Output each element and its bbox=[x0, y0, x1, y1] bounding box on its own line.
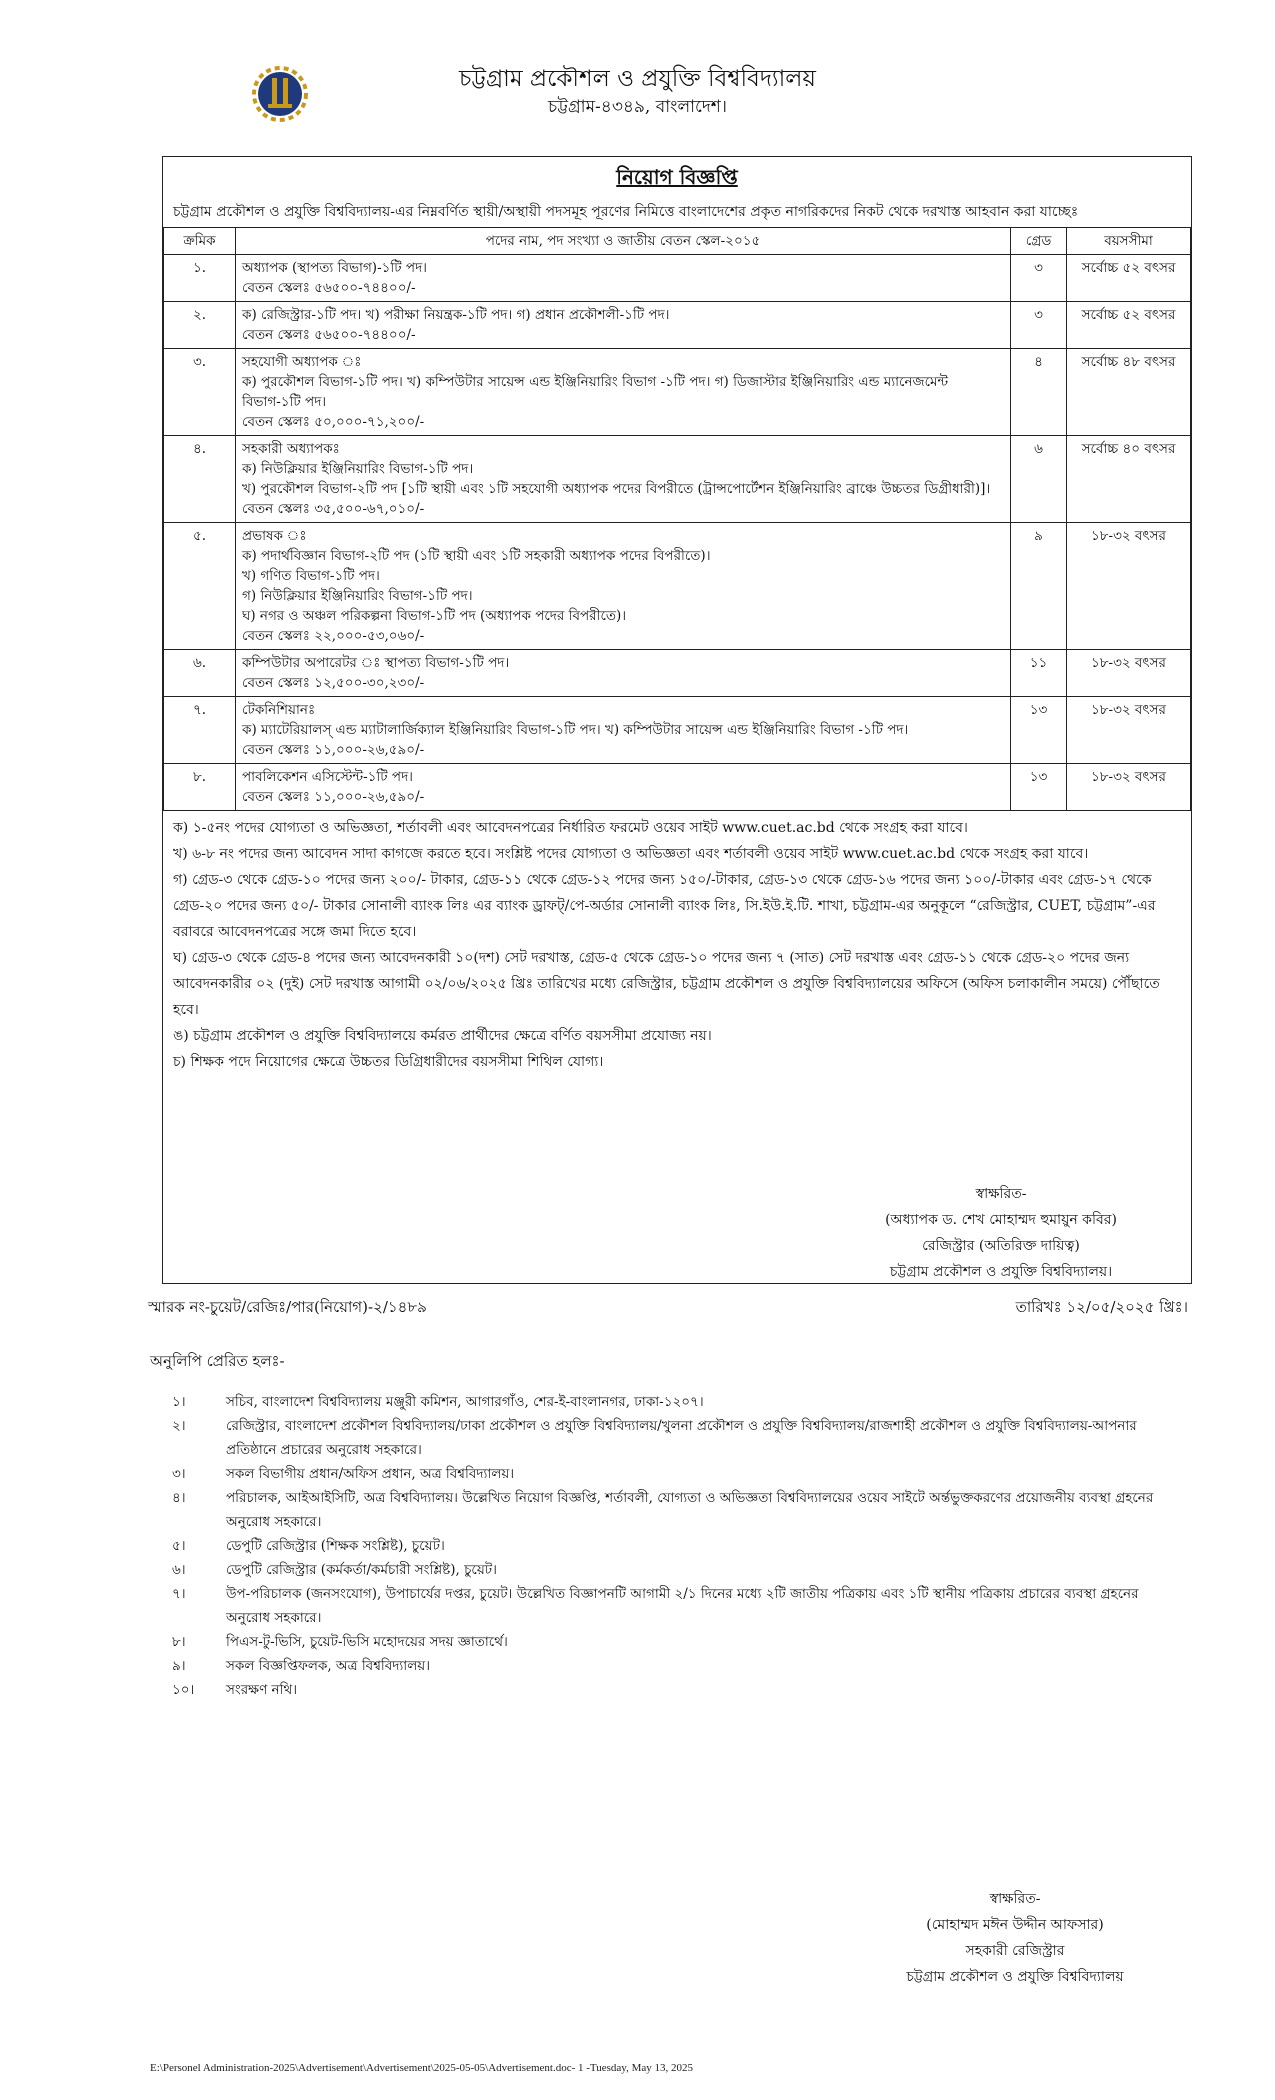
list-item bbox=[150, 1390, 1180, 1414]
row-grade: ৪ bbox=[1011, 349, 1067, 436]
list-item-text: ডেপুটি রেজিস্ট্রার (কর্মকর্তা/কর্মচারী সংশ্লিষ্ট), চুয়েট। bbox=[226, 1562, 497, 1578]
list-item bbox=[150, 1534, 1180, 1558]
note-item: ঙ) চট্টগ্রাম প্রকৌশল ও প্রযুক্তি বিশ্ববিদ্যালয়ে কর্মরত প্রার্থীদের ক্ষেত্রে বর্ণিত বয়সসীমা প্রযোজ্য নয়। bbox=[173, 1028, 712, 1044]
list-item-text: সকল বিজ্ঞপ্তিফলক, অত্র বিশ্ববিদ্যালয়। bbox=[226, 1658, 431, 1674]
row-grade: ৩ bbox=[1011, 255, 1067, 302]
list-item-number: ৯। bbox=[172, 1658, 186, 1674]
row-serial: ৪. bbox=[164, 436, 236, 523]
list-item-number: ৭। bbox=[172, 1586, 186, 1602]
row-serial: ৭. bbox=[164, 697, 236, 764]
list-item bbox=[150, 1630, 1180, 1654]
table-row bbox=[164, 764, 1191, 811]
list-item bbox=[150, 1678, 1180, 1702]
list-item-text: পরিচালক, আইআইসিটি, অত্র বিশ্ববিদ্যালয়। উল্লেখিত নিয়োগ বিজ্ঞপ্তি, শর্তাবলী, যোগ্যতা ও অভিজ্ঞতা বিশ্ববিদ্যালয়ের ওয়েব সাইটে অর্ন্তভুক্তকরণের প্রয়োজনীয় ব্যবস্থা গ্রহনের অনুরোধ সহকারে। bbox=[226, 1490, 1154, 1530]
table-row bbox=[164, 523, 1191, 650]
list-item-text: রেজিস্ট্রার, বাংলাদেশ প্রকৌশল বিশ্ববিদ্যালয়/ঢাকা প্রকৌশল ও প্রযুক্তি বিশ্ববিদ্যালয়/খুলনা প্রকৌশল ও প্রযুক্তি বিশ্ববিদ্যালয়/রাজশাহী প্রকৌশল ও প্রযুক্তি বিশ্ববিদ্যালয়-আপনার প্রতিষ্ঠানে প্রচারের অনুরোধ সহকারে। bbox=[226, 1418, 1137, 1458]
row-grade: ৯ bbox=[1011, 523, 1067, 650]
copies-heading: অনুলিপি প্রেরিত হলঃ- bbox=[150, 1352, 285, 1370]
post-line: বেতন স্কেলঃ ১২,৫০০-৩০,২৩০/- bbox=[242, 675, 425, 691]
row-post-details bbox=[236, 255, 1011, 302]
file-path-footer: E:\Personel Administration-2025\Advertisement\Advertisement\2025-05-05\Advertisement.doc- 1 -Tuesday, May 13, 2025 bbox=[150, 2062, 693, 2074]
note-item: চ) শিক্ষক পদে নিয়োগের ক্ষেত্রে উচ্চতর ডিগ্রিধারীদের বয়সসীমা শিথিল যোগ্য। bbox=[173, 1054, 604, 1070]
university-address: চট্টগ্রাম-৪৩৪৯, বাংলাদেশ। bbox=[548, 97, 727, 117]
list-item bbox=[150, 1486, 1180, 1534]
row-post-details bbox=[236, 302, 1011, 349]
list-item-number: ১০। bbox=[172, 1682, 195, 1698]
post-line: টেকনিশিয়ানঃ bbox=[242, 702, 316, 718]
list-item-text: উপ-পরিচালক (জনসংযোগ), উপাচার্যের দপ্তর, চুয়েট। উল্লেখিত বিজ্ঞাপনটি আগামী ২/১ দিনের মধ্যে ২টি জাতীয় পত্রিকায় এবং ১টি স্থানীয় পত্রিকায় প্রচারের ব্যবস্থা গ্রহনের অনুরোধ সহকারে। bbox=[226, 1586, 1139, 1626]
row-age-limit: সর্বোচ্চ ৪০ বৎসর bbox=[1067, 436, 1191, 523]
row-serial: ২. bbox=[164, 302, 236, 349]
signed-label: স্বাক্ষরিত- bbox=[975, 1186, 1027, 1202]
row-post-details bbox=[236, 650, 1011, 697]
post-line: ক) পুরকৌশল বিভাগ-১টি পদ। খ) কম্পিউটার সায়েন্স এন্ড ইঞ্জিনিয়ারিং বিভাগ -১টি পদ। গ) ডিজাস্টার ইঞ্জিনিয়ারিং এন্ড ম্যানেজমেন্ট বিভাগ-১টি পদ। bbox=[242, 374, 949, 410]
table-row bbox=[164, 436, 1191, 523]
post-line: ক) পদার্থবিজ্ঞান বিভাগ-২টি পদ (১টি স্থায়ী এবং ১টি সহকারী অধ্যাপক পদের বিপরীতে)। bbox=[242, 548, 711, 564]
post-line: সহকারী অধ্যাপকঃ bbox=[242, 441, 340, 457]
post-line: বেতন স্কেলঃ ১১,০০০-২৬,৫৯০/- bbox=[242, 742, 425, 758]
post-line: খ) পুরকৌশল বিভাগ-২টি পদ [১টি স্থায়ী এবং ১টি সহযোগী অধ্যাপক পদের বিপরীতে (ট্রান্সপোর্টেশন ইঞ্জিনিয়ারিং ব্রাঞ্চে উচ্চতর ডিগ্রীধারী)]। bbox=[242, 481, 991, 497]
table-row bbox=[164, 349, 1191, 436]
list-item bbox=[150, 1582, 1180, 1630]
post-line: বেতন স্কেলঃ ২২,০০০-৫৩,০৬০/- bbox=[242, 628, 425, 644]
header-grade: গ্রেড bbox=[1011, 228, 1067, 255]
post-line: ঘ) নগর ও অঞ্চল পরিকল্পনা বিভাগ-১টি পদ (অধ্যাপক পদের বিপরীতে)। bbox=[242, 608, 627, 624]
memo-date: তারিখঃ ১২/০৫/২০২৫ খ্রিঃ। bbox=[1015, 1298, 1188, 1316]
signatory-org: চট্টগ্রাম প্রকৌশল ও প্রযুক্তি বিশ্ববিদ্যালয়। bbox=[889, 1264, 1113, 1280]
notice-box bbox=[162, 156, 1192, 1284]
row-post-details bbox=[236, 697, 1011, 764]
list-item-text: সচিব, বাংলাদেশ বিশ্ববিদ্যালয় মঞ্জুরী কমিশন, আগারগাঁও, শের-ই-বাংলানগর, ঢাকা-১২০৭। bbox=[226, 1394, 704, 1410]
post-line: বেতন স্কেলঃ ১১,০০০-২৬,৫৯০/- bbox=[242, 789, 425, 805]
table-row bbox=[164, 697, 1191, 764]
row-age-limit: ১৮-৩২ বৎসর bbox=[1067, 764, 1191, 811]
list-item-number: ১। bbox=[172, 1394, 186, 1410]
list-item-number: ৪। bbox=[172, 1490, 186, 1506]
list-item-number: ৩। bbox=[172, 1466, 186, 1482]
signed-label: স্বাক্ষরিত- bbox=[989, 1891, 1041, 1907]
table-row bbox=[164, 650, 1191, 697]
memo-reference: স্মারক নং-চুয়েট/রেজিঃ/পার(নিয়োগ)-২/১৪৮৯ bbox=[148, 1298, 427, 1316]
list-item-text: পিএস-টু-ভিসি, চুয়েট-ভিসি মহোদয়ের সদয় জ্ঞাতার্থে। bbox=[226, 1634, 508, 1650]
row-serial: ১. bbox=[164, 255, 236, 302]
row-serial: ৬. bbox=[164, 650, 236, 697]
post-line: বেতন স্কেলঃ ৫৬৫০০-৭৪৪০০/- bbox=[242, 280, 416, 296]
document-header bbox=[0, 56, 1275, 126]
post-line: পাবলিকেশন এসিস্টেন্ট-১টি পদ। bbox=[242, 769, 413, 785]
list-item-number: ৫। bbox=[172, 1538, 186, 1554]
notice-intro: চট্টগ্রাম প্রকৌশল ও প্রযুক্তি বিশ্ববিদ্যালয়-এর নিম্নবর্ণিত স্থায়ী/অস্থায়ী পদসমূহ পূরণের নিমিত্তে বাংলাদেশের প্রকৃত নাগরিকদের নিকট থেকে দরখাস্ত আহবান করা যাচ্ছেঃ bbox=[173, 204, 1079, 220]
notice-title: নিয়োগ বিজ্ঞপ্তি bbox=[616, 165, 738, 189]
table-body bbox=[164, 255, 1191, 811]
signatory-name: (অধ্যাপক ড. শেখ মোহাম্মদ হুমায়ুন কবির) bbox=[885, 1212, 1117, 1228]
row-age-limit: ১৮-৩২ বৎসর bbox=[1067, 523, 1191, 650]
row-age-limit: সর্বোচ্চ ৪৮ বৎসর bbox=[1067, 349, 1191, 436]
row-post-details bbox=[236, 436, 1011, 523]
assistant-registrar-signature bbox=[850, 1886, 1180, 1990]
post-line: বেতন স্কেলঃ ৫০,০০০-৭১,২০০/- bbox=[242, 414, 425, 430]
row-serial: ৫. bbox=[164, 523, 236, 650]
table-header-row bbox=[164, 228, 1191, 255]
signatory-role: সহকারী রেজিস্ট্রার bbox=[965, 1943, 1065, 1959]
list-item bbox=[150, 1558, 1180, 1582]
list-item bbox=[150, 1654, 1180, 1678]
row-grade: ৬ bbox=[1011, 436, 1067, 523]
posts-table bbox=[163, 227, 1191, 811]
header-serial: ক্রমিক bbox=[164, 228, 236, 255]
notes-list bbox=[163, 811, 1191, 1075]
post-line: সহযোগী অধ্যাপক ঃ bbox=[242, 354, 362, 370]
table-row bbox=[164, 255, 1191, 302]
list-item-number: ২। bbox=[172, 1418, 186, 1434]
row-post-details bbox=[236, 523, 1011, 650]
post-line: অধ্যাপক (স্থাপত্য বিভাগ)-১টি পদ। bbox=[242, 260, 427, 276]
note-item: ক) ১-৫নং পদের যোগ্যতা ও অভিজ্ঞতা, শর্তাবলী এবং আবেদনপত্রের নির্ধারিত ফরমেট ওয়েব সাইট www.cuet.ac.bd থেকে সংগ্রহ করা যাবে। bbox=[173, 820, 968, 836]
row-age-limit: সর্বোচ্চ ৫২ বৎসর bbox=[1067, 255, 1191, 302]
signatory-name: (মোহাম্মদ মঈন উদ্দীন আফসার) bbox=[926, 1917, 1104, 1933]
row-serial: ৩. bbox=[164, 349, 236, 436]
post-line: বেতন স্কেলঃ ৩৫,৫০০-৬৭,০১০/- bbox=[242, 501, 425, 517]
post-line: প্রভাষক ঃ bbox=[242, 528, 307, 544]
list-item bbox=[150, 1462, 1180, 1486]
university-name: চট্টগ্রাম প্রকৌশল ও প্রযুক্তি বিশ্ববিদ্যালয় bbox=[459, 66, 816, 92]
copies-list bbox=[150, 1390, 1180, 1702]
row-grade: ১১ bbox=[1011, 650, 1067, 697]
note-item: খ) ৬-৮ নং পদের জন্য আবেদন সাদা কাগজে করতে হবে। সংশ্লিষ্ট পদের যোগ্যতা ও অভিজ্ঞতা এবং শর্তাবলী ওয়েব সাইট www.cuet.ac.bd থেকে সংগ্রহ করা যাবে। bbox=[173, 846, 1089, 862]
post-line: গ) নিউক্লিয়ার ইঞ্জিনিয়ারিং বিভাগ-১টি পদ। bbox=[242, 588, 473, 604]
list-item-number: ৮। bbox=[172, 1634, 186, 1650]
list-item-text: ডেপুটি রেজিস্ট্রার (শিক্ষক সংশ্লিষ্ট), চুয়েট। bbox=[226, 1538, 445, 1554]
header-post: পদের নাম, পদ সংখ্যা ও জাতীয় বেতন স্কেল-২০১৫ bbox=[236, 228, 1011, 255]
row-age-limit: ১৮-৩২ বৎসর bbox=[1067, 697, 1191, 764]
post-line: কম্পিউটার অপারেটর ঃ স্থাপত্য বিভাগ-১টি পদ। bbox=[242, 655, 510, 671]
row-age-limit: ১৮-৩২ বৎসর bbox=[1067, 650, 1191, 697]
row-age-limit: সর্বোচ্চ ৫২ বৎসর bbox=[1067, 302, 1191, 349]
post-line: ক) নিউক্লিয়ার ইঞ্জিনিয়ারিং বিভাগ-১টি পদ। bbox=[242, 461, 474, 477]
row-serial: ৮. bbox=[164, 764, 236, 811]
post-line: ক) ম্যাটেরিয়ালস্ এন্ড ম্যাটালার্জিক্যাল ইঞ্জিনিয়ারিং বিভাগ-১টি পদ। খ) কম্পিউটার সায়েন্স এন্ড ইঞ্জিনিয়ারিং বিভাগ -১টি পদ। bbox=[242, 722, 909, 738]
post-line: ক) রেজিস্ট্রার-১টি পদ। খ) পরীক্ষা নিয়ন্ত্রক-১টি পদ। গ) প্রধান প্রকৌশলী-১টি পদ। bbox=[242, 307, 670, 323]
list-item-text: সংরক্ষণ নথি। bbox=[226, 1682, 298, 1698]
row-grade: ১৩ bbox=[1011, 697, 1067, 764]
registrar-signature bbox=[851, 1181, 1151, 1285]
signatory-org: চট্টগ্রাম প্রকৌশল ও প্রযুক্তি বিশ্ববিদ্যালয় bbox=[906, 1969, 1124, 1985]
post-line: খ) গণিত বিভাগ-১টি পদ। bbox=[242, 568, 380, 584]
note-item: গ) গ্রেড-৩ থেকে গ্রেড-১০ পদের জন্য ২০০/- টাকার, গ্রেড-১১ থেকে গ্রেড-১২ পদের জন্য ১৫০/-টাকার, গ্রেড-১৩ থেকে গ্রেড-১৬ পদের জন্য ১০০/-টাকার এবং গ্রেড-১৭ থেকে গ্রেড-২০ পদের জন্য ৫০/- টাকার সোনালী ব্যাংক লিঃ এর ব্যাংক ড্রাফট্/পে-অর্ডার সোনালী ব্যাংক লিঃ, সি.ইউ.ই.টি. শাখা, চট্টগ্রাম-এর অনুকূলে “রেজিস্ট্রার, CUET, চট্টগ্রাম”-এর বরাবরে আবেদনপত্রের সঙ্গে জমা দিতে হবে। bbox=[173, 872, 1156, 940]
note-item: ঘ) গ্রেড-৩ থেকে গ্রেড-৪ পদের জন্য আবেদনকারী ১০(দশ) সেট দরখাস্ত, গ্রেড-৫ থেকে গ্রেড-১০ পদের জন্য ৭ (সাত) সেট দরখাস্ত এবং গ্রেড-১১ থেকে গ্রেড-২০ পদের জন্য আবেদনকারীর ০২ (দুই) সেট দরখাস্ত আগামী ০২/০৬/২০২৫ খ্রিঃ তারিখের মধ্যে রেজিস্ট্রার, চট্টগ্রাম প্রকৌশল ও প্রযুক্তি বিশ্ববিদ্যালয়ের অফিসে (অফিস চলাকালীন সময়ে) পৌঁছাতে হবে। bbox=[173, 950, 1160, 1018]
header-age: বয়সসীমা bbox=[1067, 228, 1191, 255]
row-grade: ৩ bbox=[1011, 302, 1067, 349]
row-grade: ১৩ bbox=[1011, 764, 1067, 811]
list-item-text: সকল বিভাগীয় প্রধান/অফিস প্রধান, অত্র বিশ্ববিদ্যালয়। bbox=[226, 1466, 515, 1482]
list-item-number: ৬। bbox=[172, 1562, 186, 1578]
row-post-details bbox=[236, 349, 1011, 436]
post-line: বেতন স্কেলঃ ৫৬৫০০-৭৪৪০০/- bbox=[242, 327, 416, 343]
list-item bbox=[150, 1414, 1180, 1462]
table-row bbox=[164, 302, 1191, 349]
row-post-details bbox=[236, 764, 1011, 811]
signatory-role: রেজিস্ট্রার (অতিরিক্ত দায়িত্ব) bbox=[922, 1238, 1080, 1254]
